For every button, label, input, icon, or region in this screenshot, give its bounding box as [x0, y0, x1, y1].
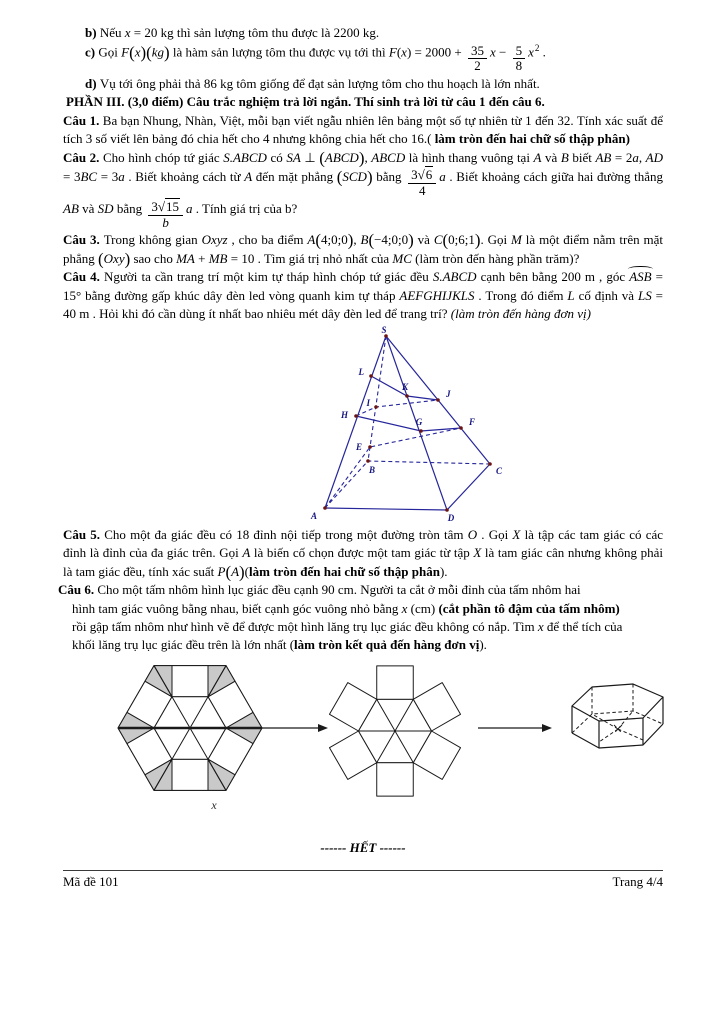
text-run: có	[266, 149, 287, 165]
text-run: bằng	[372, 169, 406, 185]
text-run: Nếu	[99, 25, 125, 40]
text-run: 15	[165, 199, 179, 215]
text-run: 3	[151, 199, 158, 215]
text-run: làm tròn đến hai chữ số thập phân	[249, 563, 440, 579]
text-run: là tam giác cân nhưng không phải là tam giác đều, tính xác suất	[63, 545, 664, 579]
vertex-dot-H	[354, 414, 358, 418]
end-marker: ------ HẾT ------	[320, 839, 406, 855]
text-run: Cho một đa giác đều có 18 đỉnh nội tiếp trong một đường tròn tâm	[104, 526, 468, 542]
text-run: )	[239, 562, 245, 582]
text-run: Câu 4.	[63, 269, 104, 285]
text-run: x	[401, 44, 407, 60]
text-run: là hình thang vuông tại	[405, 149, 534, 165]
text-run: √	[157, 199, 165, 215]
text-run: x	[528, 44, 534, 60]
hexagonal-prism-figure	[570, 682, 666, 752]
arrow-right-icon	[478, 722, 552, 734]
text-run	[418, 166, 434, 182]
text-run: )	[408, 231, 414, 251]
text-run: . Tìm giá trị nhỏ nhất của	[254, 250, 393, 266]
text-run: . Tính giá trị của b?	[192, 201, 298, 217]
vertex-label-D: D	[447, 512, 455, 523]
text-run: (	[396, 44, 402, 60]
text-run: ).	[439, 563, 448, 579]
vertex-label-B: B	[368, 464, 376, 475]
text-run: 3	[411, 167, 418, 183]
text-run: = 3	[97, 169, 119, 185]
text-run: SD	[97, 201, 114, 217]
text-run: MA	[176, 250, 195, 266]
text-run: = 20 kg thì sản lượng tôm thu được là 2200 kg.	[130, 25, 380, 40]
text-run: SA	[286, 149, 301, 165]
text-run: (	[442, 231, 449, 251]
text-run: và	[413, 232, 434, 248]
text-run: là biến cố chọn được một tam giác từ tập	[250, 545, 474, 561]
text-run: Câu 2.	[63, 149, 104, 165]
text-run: b)	[85, 25, 100, 40]
text-run: ⊥	[300, 149, 320, 165]
text-run: x	[537, 618, 544, 634]
text-run: Oxy	[103, 250, 125, 266]
text-run	[148, 200, 183, 230]
text-run: bằng	[113, 201, 146, 217]
text-run: BC	[80, 169, 98, 185]
text-run: (	[129, 43, 135, 63]
hexagon-sheet-figure	[105, 656, 275, 816]
text-run: (làm tròn đến hàng đơn vị)	[450, 306, 591, 322]
vertex-label-A: A	[310, 510, 318, 521]
text-run: . Gọi	[477, 526, 513, 542]
text-run: A	[231, 563, 240, 579]
text-run: là tập các tam giác có các đỉnh là đỉnh của đa giác trên. Gọi	[63, 526, 664, 561]
vertex-label-H: H	[340, 409, 348, 420]
text-run: = 15° bằng đường gấp khúc dây đèn led vòng quanh kim tự tháp	[63, 269, 663, 303]
text-run: SCD	[342, 169, 367, 185]
text-run: b	[162, 214, 169, 230]
unfolded-net-lines	[329, 666, 460, 796]
text-run: AEFGHIJKLS	[399, 287, 475, 303]
text-run	[408, 168, 436, 198]
text-run: = 40 m . Hỏi khi đó cần dùng ít nhất bao nhiêu mét dây đèn led để trang trí?	[63, 287, 663, 322]
text-run: )	[124, 249, 131, 269]
text-run: Câu 5.	[63, 526, 105, 542]
text-run: M	[511, 232, 522, 248]
text-run: . Trong đó điểm	[474, 287, 568, 303]
text-run: AB	[595, 149, 612, 165]
text-run: và	[541, 149, 561, 165]
text-run: 2	[534, 43, 540, 54]
vertex-dot-L	[369, 374, 373, 378]
text-run: Oxyz	[201, 232, 228, 248]
text-run	[513, 59, 526, 74]
statement-b	[63, 24, 663, 42]
question-6	[58, 581, 663, 655]
text-run	[513, 44, 526, 74]
text-run: (	[336, 167, 343, 187]
text-run: )	[347, 231, 354, 251]
text-run: , cho ba điểm	[227, 232, 308, 248]
text-run: +	[194, 250, 209, 266]
text-run: X	[473, 545, 482, 561]
vertex-label-L: L	[358, 366, 364, 377]
text-run: (	[368, 231, 375, 251]
vertex-label-S: S	[381, 325, 387, 335]
text-run: )	[625, 131, 630, 147]
text-run: a	[632, 149, 639, 165]
text-run: 35	[470, 42, 484, 58]
text-run: ) = 2000 +	[406, 44, 465, 60]
vertex-dot-D	[445, 508, 449, 512]
text-run: ABCD	[324, 149, 359, 165]
vertex-dot-K	[405, 394, 409, 398]
vertex-dot-B	[366, 459, 370, 463]
vertex-dot-G	[419, 429, 423, 433]
text-run: = 3	[63, 169, 81, 185]
text-run: Câu 1.	[63, 112, 103, 128]
text-run: ASB	[629, 269, 652, 285]
pyramid-solid-edges	[325, 336, 490, 510]
text-run: là hàm sản lượng tôm thu được vụ tới thì	[169, 44, 389, 60]
unfolded-net-figure	[325, 661, 465, 801]
text-run: sao cho	[130, 250, 177, 266]
page-number: Trang 4/4	[612, 873, 663, 889]
text-run: MC	[392, 250, 412, 266]
pyramid-vertex-layer	[310, 326, 503, 523]
text-run: 6	[425, 167, 433, 183]
text-run: ,	[638, 149, 646, 165]
text-run: x	[489, 44, 496, 60]
text-run: làm tròn kết quả đến hàng đơn vị	[294, 637, 480, 653]
text-run: hình tam giác vuông bằng nhau, biết cạnh góc vuông nhỏ bằng	[72, 600, 402, 616]
vertex-label-E: E	[355, 441, 362, 452]
text-run: d)	[85, 75, 100, 91]
text-run: cố định và	[574, 287, 638, 303]
vertex-label-F: F	[469, 416, 476, 427]
text-run: (làm tròn đến hàng phần trăm)?	[411, 250, 580, 266]
text-run: A	[242, 545, 251, 561]
text-run	[148, 200, 183, 216]
question-2	[63, 149, 663, 232]
text-run: 2	[474, 58, 481, 74]
text-run: ,	[364, 149, 372, 165]
text-run: L	[567, 287, 575, 303]
question-5	[63, 526, 663, 581]
text-run: −	[495, 44, 510, 60]
arrow-right-icon	[262, 722, 328, 734]
text-run: là một điểm nằm trên mặt phẳng	[63, 232, 663, 266]
text-run: . Gọi	[480, 232, 512, 248]
text-run: c)	[85, 44, 99, 60]
pyramid-figure	[300, 326, 663, 526]
text-run: S.ABCD	[223, 149, 267, 165]
text-run	[468, 44, 487, 74]
text-run: Vụ tới ông phải thả 86 kg tôm giống để đạt sản lượng tôm cho thu hoạch là lớn nhất.	[99, 75, 540, 91]
text-run	[158, 198, 180, 214]
text-run: LS	[638, 287, 652, 303]
text-run: )	[140, 43, 147, 63]
text-run: )	[358, 148, 365, 168]
text-run: (	[315, 231, 321, 251]
statement-d	[63, 75, 663, 93]
text-run: rồi gập tấm nhôm như hình vẽ để được một hình lăng trụ lục giác đều không có nắp. Tìm	[72, 618, 538, 634]
text-run: Ba bạn Nhung, Nhàn, Việt, mỗi bạn viết ngẫu nhiên lên bảng một số tự nhiên từ 1 đến 32. Tính xác suất để tích 3 số viết lên bảng đó chia hết cho 4 nhưng không chia hết cho 16.(	[63, 112, 663, 147]
text-run: O	[467, 526, 478, 542]
vertex-dot-A	[323, 506, 327, 510]
vertex-label-J: J	[446, 388, 451, 399]
text-run: )	[366, 167, 373, 187]
exam-code: Mã đề 101	[63, 873, 119, 889]
text-run: Người ta cần trang trí một kim tự tháp hình chóp tứ giác đều	[103, 269, 433, 285]
hexagon-net-figures	[63, 656, 663, 836]
text-run: 5	[515, 42, 523, 58]
prism-solid-edges	[572, 684, 663, 748]
text-run: biết	[568, 149, 596, 165]
question-3	[63, 231, 663, 268]
text-run: B	[560, 149, 569, 165]
hexagon-sheet-lines	[118, 665, 262, 790]
text-run: đến mặt phẳng	[252, 169, 337, 185]
text-run: )	[474, 231, 481, 251]
text-run: PHẦN III. (3,0 điểm) Câu trắc nghiệm trả lời ngắn. Thí sinh trả lời từ câu 1 đến câu 6.	[66, 94, 545, 110]
text-run: (	[98, 249, 104, 269]
text-run: x	[401, 600, 408, 616]
text-run: 8	[515, 58, 523, 74]
text-run: cạnh bên bằng 200 m , góc	[476, 269, 630, 285]
vertex-label-G: G	[415, 416, 423, 427]
text-run	[408, 184, 436, 199]
text-run: Trong không gian	[103, 232, 202, 248]
text-run: AD	[645, 149, 663, 165]
text-run: F	[121, 44, 130, 60]
text-run: AB	[63, 201, 79, 217]
page-footer	[63, 870, 663, 891]
text-run: √	[417, 167, 425, 183]
pyramid-svg	[300, 326, 512, 526]
text-run: −4;0;0	[374, 232, 409, 248]
vertex-label-C: C	[496, 465, 503, 476]
vertex-dot-E	[368, 445, 372, 449]
text-run: P	[217, 563, 226, 579]
text-run: khối lăng trụ lục giác đều trên là lớn nhất (	[72, 637, 295, 653]
text-run: (cắt phần tô đậm của tấm nhôm)	[438, 600, 620, 616]
question-1	[63, 112, 663, 149]
question-4	[63, 268, 663, 323]
text-run: 4	[418, 182, 426, 198]
text-run: x	[134, 44, 141, 60]
text-run: (	[244, 563, 250, 579]
text-run: Câu 3.	[63, 232, 104, 248]
text-run: A	[533, 149, 542, 165]
vertex-dot-F	[459, 426, 463, 430]
text-run: = 10	[227, 250, 255, 266]
text-run: (cm)	[407, 600, 439, 616]
text-run: a	[439, 169, 446, 185]
text-run: Gọi	[98, 44, 122, 60]
text-run	[468, 59, 487, 74]
text-run: a	[185, 201, 193, 217]
text-run: (	[319, 148, 325, 168]
text-run: S.ABCD	[432, 269, 477, 285]
text-run: . Biết khoảng cách từ	[124, 169, 245, 185]
text-run: A	[244, 169, 253, 185]
text-run: )	[164, 43, 170, 63]
vertex-dot-C	[488, 462, 492, 466]
text-run: . Biết khoảng cách giữa hai đường thẳng	[445, 169, 663, 185]
text-run	[148, 216, 183, 231]
text-run: 4;0;0	[320, 232, 348, 248]
text-run	[468, 44, 487, 60]
text-run: = 2	[611, 149, 633, 165]
text-run: (	[146, 43, 152, 63]
text-run: A	[307, 232, 316, 248]
text-run: MB	[208, 250, 228, 266]
text-run: 0;6;1	[448, 232, 475, 248]
text-run: để thể tích của	[543, 618, 623, 634]
vertex-label-K: K	[401, 381, 409, 392]
section-header-phan3	[63, 93, 663, 111]
text-run: ABCD	[371, 149, 406, 165]
text-run: (	[225, 562, 232, 582]
vertex-label-I: I	[366, 397, 370, 408]
text-run	[408, 168, 436, 184]
text-run: x	[124, 25, 131, 40]
vertex-dot-J	[436, 398, 440, 402]
x-dimension-label: x	[211, 797, 217, 812]
text-run: và	[78, 201, 98, 217]
text-run: làm tròn đến hai chữ số thập phân	[434, 131, 626, 147]
text-run: Câu 6.	[58, 582, 98, 598]
statement-c	[63, 42, 663, 75]
text-run: Cho hình chóp tứ giác	[103, 149, 224, 165]
text-run: F	[388, 44, 397, 60]
text-run: ,	[353, 232, 361, 248]
vertex-dot-I	[374, 405, 378, 409]
text-run: a	[118, 169, 125, 185]
text-run: C	[433, 232, 443, 248]
text-run: ).	[479, 637, 487, 653]
text-run: B	[360, 232, 369, 248]
text-run: X	[512, 526, 521, 542]
text-run: kg	[151, 44, 164, 60]
text-run	[513, 44, 526, 60]
text-run: Cho một tấm nhôm hình lục giác đều cạnh 90 cm. Người ta cắt ở mỗi đỉnh của tấm nhôm hai	[97, 582, 581, 598]
text-run: .	[539, 44, 546, 60]
